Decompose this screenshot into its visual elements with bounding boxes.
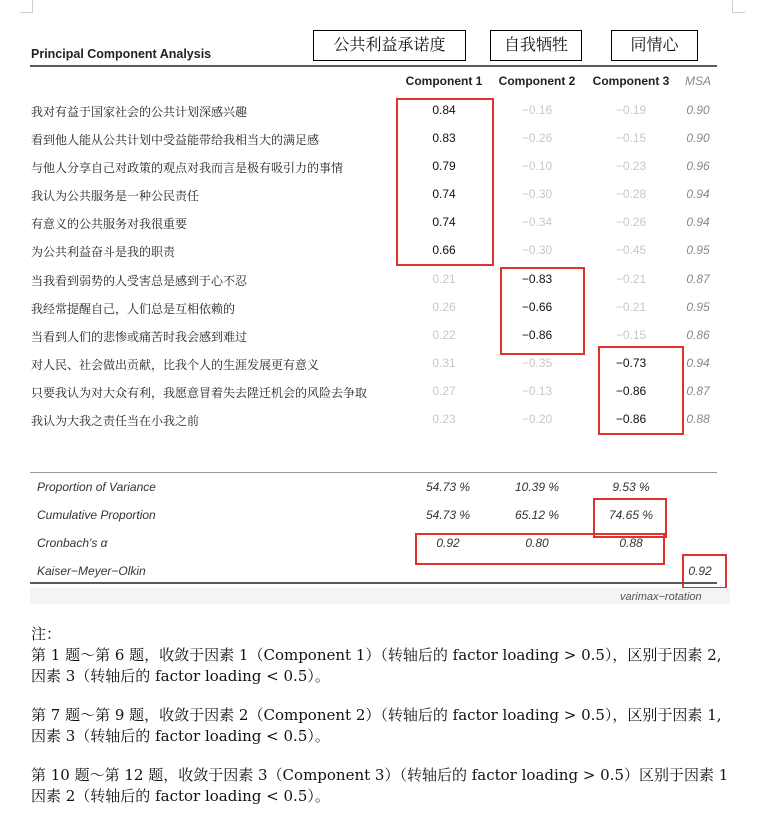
loading-c1: 0.26: [432, 300, 456, 314]
loading-c2: −0.66: [521, 300, 553, 314]
stats-label: Proportion of Variance: [37, 480, 156, 494]
loading-c3: −0.26: [615, 215, 647, 229]
msa-value: 0.86: [686, 328, 710, 342]
highlight-box-cronbach: [415, 533, 665, 565]
table-row: [0, 124, 762, 152]
table-row: [0, 293, 762, 321]
note-paragraph: 第 1 题～第 6 题，收敛于因素 1（Component 1）（转轴后的 factor loading > 0.5），区别于因素 2, 因素 3（转轴后的 factor loading < 0.5）。: [31, 646, 722, 685]
msa-value: 0.88: [686, 412, 710, 426]
item-label: 当看到人们的悲惨或痛苦时我会感到难过: [31, 330, 248, 344]
msa-value: 0.87: [686, 272, 710, 286]
loading-c3: −0.15: [615, 131, 647, 145]
loading-c2: −0.34: [521, 215, 553, 229]
table-row: [0, 236, 762, 264]
item-label: 与他人分享自己对政策的观点对我而言是极有吸引力的事情: [31, 161, 344, 175]
footer-rule: [30, 472, 717, 473]
loading-c1: 0.74: [432, 187, 456, 201]
column-header-component-3: Component 3: [592, 74, 670, 88]
table-row: [0, 208, 762, 236]
highlight-box-component-1: [396, 98, 494, 266]
item-label: 对人民、社会做出贡献，比我个人的生涯发展更有意义: [31, 358, 320, 372]
stats-c2: 65.12 %: [514, 508, 560, 522]
column-header-msa: MSA: [684, 74, 711, 88]
stats-row: [0, 474, 762, 500]
msa-value: 0.90: [686, 103, 710, 117]
loading-c1: 0.21: [432, 272, 456, 286]
loading-c1: 0.83: [432, 131, 456, 145]
loading-c2: −0.35: [521, 356, 553, 370]
stats-c2: 0.80: [525, 536, 549, 550]
stats-c3: 74.65 %: [608, 508, 654, 522]
loading-c1: 0.74: [432, 215, 456, 229]
column-header-component-1: Component 1: [405, 74, 483, 88]
notes-section: [31, 624, 736, 825]
item-label: 我认为公共服务是一种公民责任: [31, 189, 200, 203]
loading-c3: −0.45: [615, 243, 647, 257]
msa-value: 0.95: [686, 300, 710, 314]
loading-c3: −0.86: [615, 412, 647, 426]
item-label: 我经常提醒自己，人们总是互相依赖的: [31, 302, 236, 316]
msa-value: 0.94: [686, 356, 710, 370]
stats-label: Cronbach's α: [37, 536, 108, 550]
table-bottom-rule: [30, 582, 717, 584]
stats-c1: 54.73 %: [425, 508, 471, 522]
stats-label: Cumulative Proportion: [37, 508, 156, 522]
loading-c1: 0.22: [432, 328, 456, 342]
table-row: [0, 180, 762, 208]
loading-c1: 0.66: [432, 243, 456, 257]
notes-heading: 注：: [31, 625, 62, 643]
loading-c3: −0.23: [615, 159, 647, 173]
item-label: 为公共利益奋斗是我的职责: [31, 245, 176, 259]
loading-c1: 0.23: [432, 412, 456, 426]
loading-c3: −0.73: [615, 356, 647, 370]
msa-value: 0.94: [686, 215, 710, 229]
msa-value: 0.96: [686, 159, 710, 173]
table-title: Principal Component Analysis: [31, 47, 212, 61]
stats-c1: 0.92: [436, 536, 460, 550]
loading-c3: −0.86: [615, 384, 647, 398]
stats-msa: 0.92: [688, 564, 712, 578]
loading-c2: −0.10: [521, 159, 553, 173]
table-row: [0, 152, 762, 180]
loading-c1: 0.79: [432, 159, 456, 173]
msa-value: 0.90: [686, 131, 710, 145]
msa-value: 0.87: [686, 384, 710, 398]
loading-c1: 0.84: [432, 103, 456, 117]
highlight-box-component-2: [500, 267, 585, 355]
stats-c3: 0.88: [619, 536, 643, 550]
msa-value: 0.95: [686, 243, 710, 257]
loading-c2: −0.16: [521, 103, 553, 117]
loading-c3: −0.19: [615, 103, 647, 117]
loading-c3: −0.21: [615, 272, 647, 286]
msa-value: 0.94: [686, 187, 710, 201]
table-row: [0, 321, 762, 349]
loading-c3: −0.21: [615, 300, 647, 314]
item-label: 我认为大我之责任当在小我之前: [31, 414, 200, 428]
item-label: 看到他人能从公共计划中受益能带给我相当大的满足感: [31, 133, 320, 147]
highlight-box-component-3: [598, 346, 684, 435]
item-label: 有意义的公共服务对我很重要: [31, 217, 188, 231]
loading-c2: −0.20: [521, 412, 553, 426]
loading-c2: −0.26: [521, 131, 553, 145]
header-rule: [30, 65, 717, 67]
loading-c2: −0.30: [521, 187, 553, 201]
item-label: 我对有益于国家社会的公共计划深感兴趣: [31, 105, 248, 119]
page-corner-mark-right: [732, 0, 745, 13]
page-corner-mark-left: [20, 0, 33, 13]
stats-c2: 10.39 %: [514, 480, 560, 494]
loading-c2: −0.86: [521, 328, 553, 342]
loading-c3: −0.15: [615, 328, 647, 342]
factor-label-self-sacrifice: 自我牺牲: [490, 30, 582, 61]
highlight-box-cumulative: [593, 498, 667, 538]
note-paragraph: 第 10 题～第 12 题，收敛于因素 3（Component 3）（转轴后的 factor loading > 0.5）区别于因素 1 因素 2（转轴后的 factor loading < 0.5）。: [31, 766, 729, 805]
loading-c1: 0.31: [432, 356, 456, 370]
note-paragraph: 第 7 题～第 9 题，收敛于因素 2（Component 2）（转轴后的 factor loading > 0.5），区别于因素 1, 因素 3（转轴后的 factor loading < 0.5）。: [31, 706, 722, 745]
item-label: 当我看到弱势的人受害总是感到于心不忍: [31, 274, 248, 288]
rotation-caption: varimax−rotation: [620, 591, 702, 603]
loading-c1: 0.27: [432, 384, 456, 398]
item-label: 只要我认为对大众有利，我愿意冒着失去陞迁机会的风险去争取: [31, 386, 368, 400]
loading-c3: −0.28: [615, 187, 647, 201]
loading-c2: −0.83: [521, 272, 553, 286]
factor-label-compassion: 同情心: [611, 30, 698, 61]
stats-label: Kaiser−Meyer−Olkin: [37, 564, 146, 578]
table-row: [0, 96, 762, 124]
stats-c3: 9.53 %: [612, 480, 650, 494]
column-header-component-2: Component 2: [498, 74, 576, 88]
stats-c1: 54.73 %: [425, 480, 471, 494]
loading-c2: −0.13: [521, 384, 553, 398]
factor-label-public-interest: 公共利益承诺度: [313, 30, 466, 61]
table-row: [0, 265, 762, 293]
loading-c2: −0.30: [521, 243, 553, 257]
